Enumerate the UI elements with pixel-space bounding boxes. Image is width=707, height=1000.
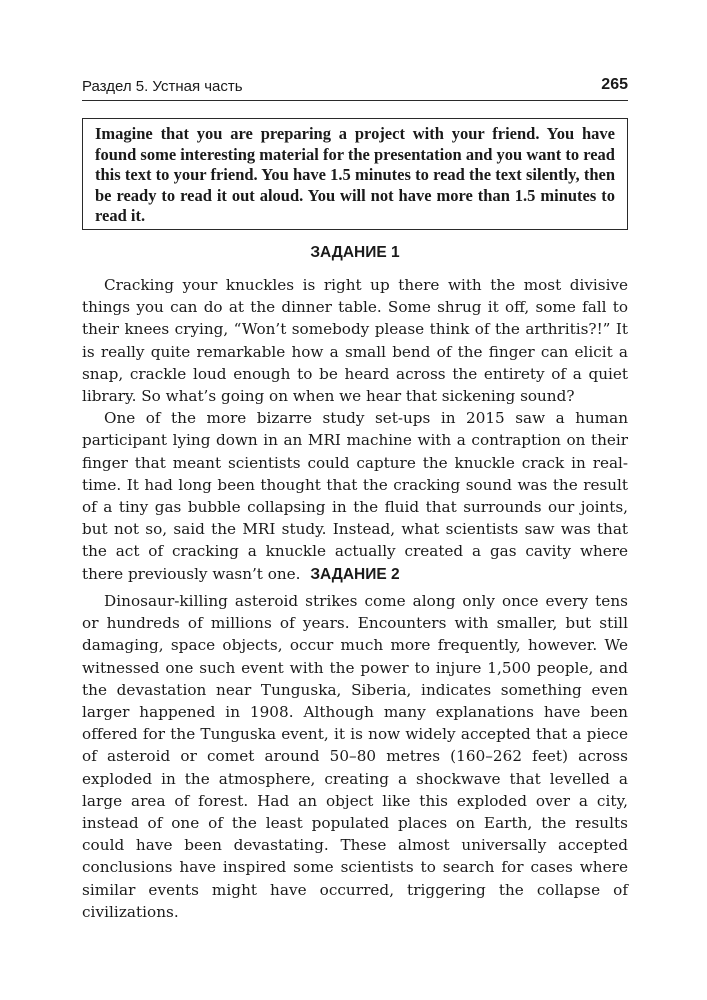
page-number: 265	[601, 76, 628, 93]
task-2-heading: ЗАДАНИЕ 2	[310, 566, 400, 583]
task-2-paragraph-1: Dinosaur-killing asteroid strikes come along only once every tens or hundreds of millions of years. Encounters with smaller, but still damaging, space objects, occur much more frequently, however. We witnessed one such event with the power to injure 1,500 people, and the devastation near Tunguska, Siberia, indicates something even larger happened in 1908. Although many explanations have been offered for the Tunguska event, it is now widely accepted that a piece of asteroid or comet around 50–80 metres (160–262 feet) across exploded in the atmosphere, creating a shockwave that levelled a large area of forest. Had an object like this exploded over a city, instead of one of the least populated places on Earth, the results could have been devastating. These almost universally accepted conclusions have inspired some scientists to search for cases where similar events might have occurred, triggering the collapse of civilizations.	[82, 592, 628, 921]
instruction-box: Imagine that you are preparing a project with your friend. You have found some interesting material for the presentation and you want to read this text to your friend. You have 1.5 minutes to read the text silently, then be ready to read it out aloud. You will not have more than 1.5 minutes to read it.	[82, 118, 628, 230]
task-1-heading: ЗАДАНИЕ 1	[310, 244, 400, 261]
task-1-text	[82, 274, 628, 585]
task-2-text	[82, 590, 628, 923]
running-header	[82, 74, 628, 101]
task-1-paragraph-2: One of the more bizarre study set-ups in 2015 saw a human participant lying down in an MRI machine with a contraption on their finger that meant scientists could capture the knuckle crack in real-time. It had long been thought that the cracking sound was the result of a tiny gas bubble collapsing in the fluid that surrounds our joints, but not so, said the MRI study. Instead, what scientists saw was that the act of cracking a knuckle actually created a gas cavity where there previously wasn’t one.	[82, 409, 628, 583]
task-1-paragraph-1: Cracking your knuckles is right up there with the most divisive things you can do at the dinner table. Some shrug it off, some fall to their knees crying, “Won’t somebody please think of the arthritis?!” It is really quite remarkable how a small bend of the finger can elicit a snap, crackle loud enough to be heard across the entirety of a quiet library. So what’s going on when we hear that sickening sound?	[82, 276, 628, 406]
section-title: Раздел 5. Устная часть	[82, 78, 243, 95]
